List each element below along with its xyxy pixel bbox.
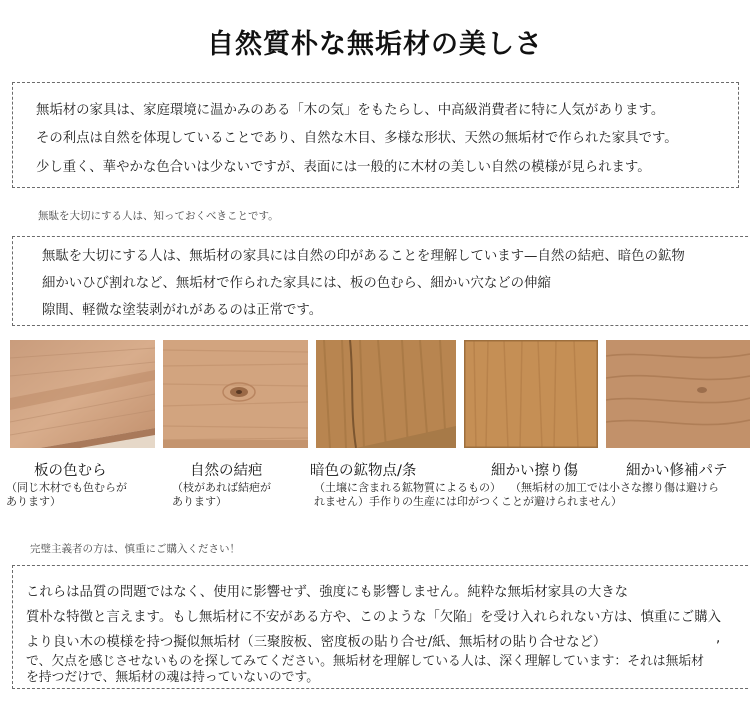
sample-label-mineral-streak: 暗色の鉱物点/条 <box>310 463 417 479</box>
sample-sub-knot-2: あります） <box>172 495 227 508</box>
sample-label-filler-repair: 細かい修補パテ <box>626 463 728 479</box>
sample-sub-scratch-1: （無垢材の加工では小さな擦り傷は避けら <box>510 481 719 494</box>
sample-label-scratch: 細かい擦り傷 <box>491 463 578 479</box>
sample-sub-knot-1: （枝があれば結疤が <box>172 481 271 494</box>
intro-line-1: 無垢材の家具は、家庭環境に温かみのある「木の気」をもたらし、中高級消費者に特に人気があります。 <box>36 103 665 118</box>
notice-frugal: 無駄を大切にする人は、知っておくべきことです。 <box>38 210 279 222</box>
sample-label-color-variation: 板の色むら <box>34 463 107 479</box>
nature-line-2: 細かいひび割れなど、無垢材で作られた家具には、板の色むら、細かい穴などの伸縮 <box>42 276 551 291</box>
sample-sub-mineral-1: （土壌に含まれる鉱物質によるもの） <box>314 481 501 494</box>
wood-sample-filler-repair <box>606 340 750 448</box>
nature-line-1: 無駄を大切にする人は、無垢材の家具には自然の印があることを理解しています—自然の結疤、暗色の鉱物 <box>42 249 685 264</box>
disclaimer-comma: , <box>716 631 721 646</box>
sample-sub-color-variation-1: （同じ木材でも色むらが <box>6 481 127 494</box>
wood-sample-knot <box>163 340 308 448</box>
disclaimer-line-4: で、欠点を感じさせないものを探してみてください。無垢材を理解している人は、深く理解しています：それは無垢材 <box>26 654 704 669</box>
sample-sub-mineral-2: れません）手作りの生産には印がつくことが避けられません） <box>314 495 622 508</box>
intro-line-2: その利点は自然を体現していることであり、自然な木目、多様な形状、天然の無垢材で作られた家具です。 <box>36 131 678 146</box>
notice-perfectionist: 完璧主義者の方は、慎重にご購入ください！ <box>30 543 240 555</box>
wood-sample-color-variation <box>10 340 155 448</box>
wood-sample-mineral-streak <box>316 340 456 448</box>
disclaimer-line-1: これらは品質の問題ではなく、使用に影響せず、強度にも影響しません。純粋な無垢材家具の大きな <box>26 585 629 600</box>
sample-label-knot: 自然の結疤 <box>190 463 263 479</box>
wood-sample-scratch <box>464 340 598 448</box>
disclaimer-line-5: を持つだけで、無垢材の魂は持っていないのです。 <box>26 670 320 685</box>
page-title: 自然質朴な無垢材の美しさ <box>207 29 543 60</box>
disclaimer-line-2: 質朴な特徴と言えます。もし無垢材に不安がある方や、このような「欠陥」を受け入れられない方は、慎重にご購入 <box>26 610 721 625</box>
disclaimer-line-3: より良い木の模様を持つ擬似無垢材（三聚胺板、密度板の貼り合せ/紙、無垢材の貼り合せなど） <box>26 635 607 650</box>
intro-line-3: 少し重く、華やかな色合いは少ないですが、表面には一般的に木材の美しい自然の模様が見られます。 <box>36 160 651 175</box>
nature-line-3: 隙間、軽微な塗装剥がれがあるのは正常です。 <box>42 303 323 318</box>
sample-sub-color-variation-2: あります） <box>6 495 61 508</box>
